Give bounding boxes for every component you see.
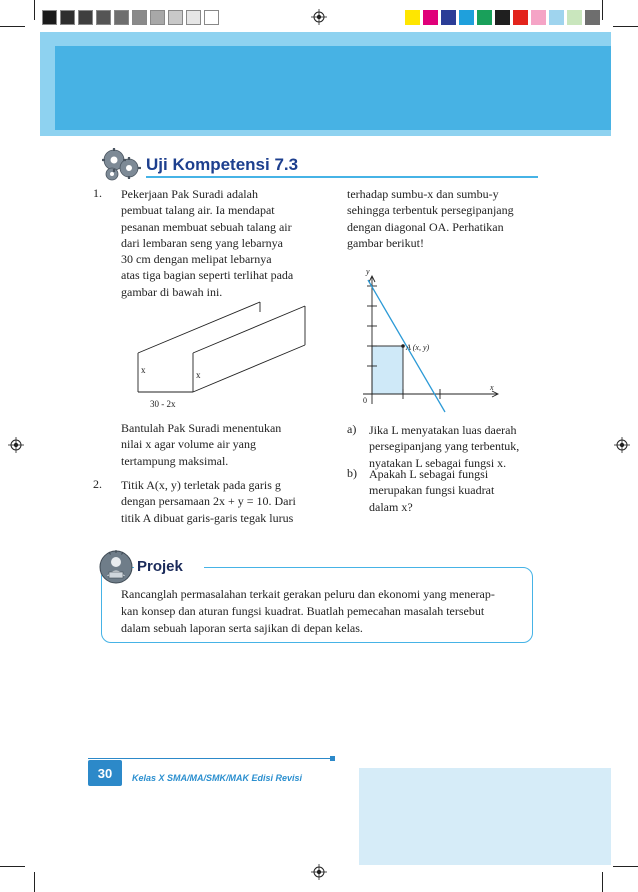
text-line: nyatakan L sebagai fungsi x. [369, 455, 507, 470]
projek-title: Projek [137, 558, 183, 575]
sub-question-b-label: b) [347, 466, 357, 480]
gears-icon [100, 146, 142, 182]
crop-mark [602, 872, 603, 892]
gutter-base-label: 30 - 2x [150, 399, 176, 409]
text-line: Pekerjaan Pak Suradi adalah [121, 187, 258, 201]
text-line: nilai x agar volume air yang [121, 437, 256, 452]
text-line: terhadap sumbu-x dan sumbu-y [347, 187, 499, 201]
sub-question-a [369, 422, 532, 471]
text-line: atas tiga bagian seperti terlihat pada [121, 268, 294, 283]
registration-mark-icon [311, 9, 327, 25]
gray-swatch [60, 10, 75, 25]
text-line: dengan diagonal OA. Perhatikan [347, 219, 504, 234]
gray-swatch [186, 10, 201, 25]
footer-corner-panel [359, 768, 611, 865]
sub-question-b [369, 466, 532, 515]
color-swatch [513, 10, 528, 25]
projek-text [121, 586, 523, 637]
problem-2-number: 2. [93, 477, 102, 491]
book-title: Kelas X SMA/MA/SMK/MAK Edisi Revisi [132, 773, 303, 783]
gray-swatch [114, 10, 129, 25]
gray-swatch [204, 10, 219, 25]
text-line: gambar di bawah ini. [121, 284, 223, 299]
registration-mark-icon [614, 437, 630, 453]
crop-mark [0, 26, 25, 27]
point-a [401, 344, 405, 348]
text-line: dari lembaran seng yang lebarnya [121, 235, 283, 250]
graph-y-label: y [366, 267, 370, 276]
gutter-side-label-left: x [141, 365, 146, 375]
gutter-side-label-right: x [196, 370, 201, 380]
problem-1-text [121, 186, 308, 300]
color-swatch [495, 10, 510, 25]
registration-mark-icon [8, 437, 24, 453]
text-line: Jika L menyatakan luas daerah [369, 423, 517, 437]
crop-mark [0, 866, 25, 867]
text-line: gambar berikut! [347, 235, 424, 250]
problem-2-text [121, 477, 308, 526]
gray-swatch [78, 10, 93, 25]
crop-mark [34, 872, 35, 892]
color-swatch [531, 10, 546, 25]
footer-rule [88, 758, 332, 759]
color-swatch [441, 10, 456, 25]
text-line: tertampung maksimal. [121, 453, 229, 468]
gray-swatch [132, 10, 147, 25]
color-swatch [405, 10, 420, 25]
crop-mark [613, 26, 638, 27]
graph-point-label: A (x, y) [406, 343, 430, 352]
text-line: pembuat talang air. Ia mendapat [121, 203, 275, 218]
gray-swatch [42, 10, 57, 25]
text-line: merupakan fungsi kuadrat [369, 483, 495, 498]
text-line: Titik A(x, y) terletak pada garis g [121, 478, 281, 492]
graph-x-label: x [490, 383, 494, 392]
rectangle-graph [355, 264, 505, 414]
gutter-figure [120, 300, 310, 415]
text-line: 30 cm dengan melipat lebarnya [121, 252, 272, 267]
text-line: dengan persamaan 2x + y = 10. Dari [121, 494, 296, 509]
text-line: dalam x? [369, 499, 413, 514]
color-swatch [585, 10, 600, 25]
problem-1-number: 1. [93, 186, 102, 200]
text-line: Bantulah Pak Suradi menentukan [121, 421, 282, 435]
problem-1-question [121, 420, 308, 469]
color-swatch [567, 10, 582, 25]
crop-mark [613, 866, 638, 867]
crop-mark [34, 0, 35, 20]
sub-question-a-label: a) [347, 422, 357, 436]
title-rule [146, 176, 538, 178]
registration-mark-icon [311, 864, 327, 880]
footer-rule-end-dot [330, 756, 335, 761]
color-swatch [549, 10, 564, 25]
header-banner-inner [55, 46, 611, 130]
text-line: dalam sebuah laporan serta sajikan di depan kelas. [121, 621, 363, 635]
text-line: titik A dibuat garis-garis tegak lurus [121, 510, 294, 525]
color-swatch [477, 10, 492, 25]
text-line: sehingga terbentuk persegipanjang [347, 203, 514, 218]
person-computer-icon [99, 550, 133, 584]
banner-bottom-rule [40, 134, 611, 136]
crop-mark [602, 0, 603, 20]
gray-swatch [150, 10, 165, 25]
text-line: pesanan membuat sebuah talang air [121, 219, 292, 234]
gray-swatch [96, 10, 111, 25]
problem-2-continued [347, 186, 532, 251]
text-line: Apakah L sebagai fungsi [369, 467, 489, 481]
rectangle-region [372, 346, 403, 394]
section-title: Uji Kompetensi 7.3 [146, 155, 299, 174]
text-line: persegipanjang yang terbentuk, [369, 439, 520, 454]
page-number: 30 [88, 760, 122, 786]
graph-origin-label: 0 [363, 396, 367, 405]
text-line: kan konsep dan aturan fungsi kuadrat. Buatlah pemecahan masalah tersebut [121, 604, 485, 618]
gray-swatch [168, 10, 183, 25]
color-swatch [459, 10, 474, 25]
text-line: Rancanglah permasalahan terkait gerakan peluru dan ekonomi yang menerap- [121, 587, 495, 601]
color-swatch [423, 10, 438, 25]
